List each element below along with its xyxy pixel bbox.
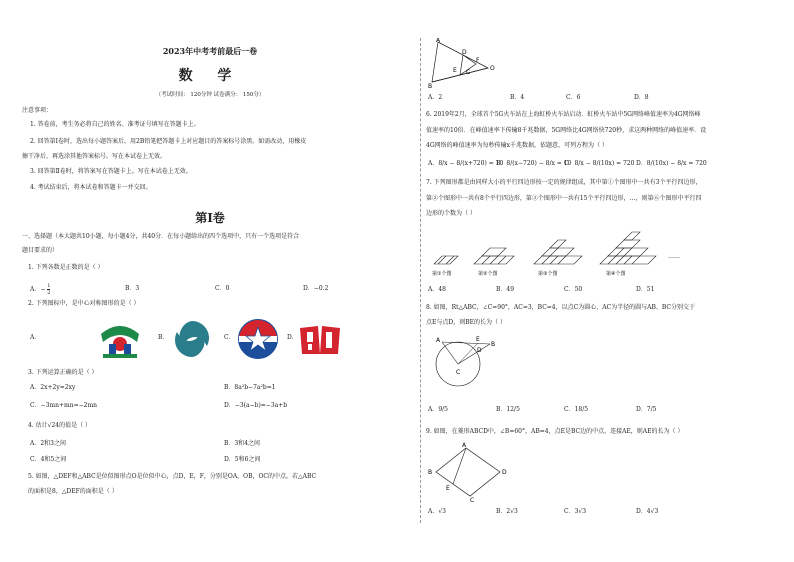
- q8-stem-line1: 8. 如图，Rt△ABC，∠C=90°，AC=3，BC=4，以点C为圆心，AC为半径的圆与AB、BC分别交于: [426, 304, 695, 311]
- note-1: 1. 答卷前，考生务必将自己的姓名、准考证号填写在答题卡上。: [30, 121, 200, 128]
- q5-option-d: D．8: [634, 94, 649, 101]
- q3-option-b: B．8a²b−7a²b=1: [224, 384, 276, 391]
- q7-option-d: D．51: [636, 286, 655, 293]
- q8-label-d: D: [477, 347, 482, 354]
- q9-label-b: B: [428, 469, 433, 476]
- q7-caption-4: 第④个图: [606, 271, 626, 277]
- q6-option-d: D．8/(10x) − 8/x = 720: [636, 160, 707, 167]
- q9-stem: 9. 如图，在菱形ABCD中，∠B=60°，AB=4，点E是BC边的中点，连接AE，则AE的长为（ ）: [426, 428, 684, 435]
- q3-option-d: D．−3(a−b)=−3a+b: [224, 402, 288, 409]
- q7-stem-line1: 7. 下列图形都是由同样大小的平行四边形按一定的规律组成，其中第①个图形中一共有3个平行四边形，: [426, 179, 702, 186]
- part1-heading-cont: 题目要求的）: [22, 247, 59, 254]
- note-4: 4. 考试结束后，将本试卷和答题卡一并交回。: [30, 184, 152, 191]
- q9-label-d: D: [502, 469, 507, 476]
- q9-label-a: A: [462, 442, 467, 449]
- exam-title: 2023年中考考前最后一卷: [162, 46, 258, 56]
- note-2-cont: 擦干净后，再选涂其他答案标号。写在本试卷上无效。: [22, 153, 167, 160]
- section-title: 第Ⅰ卷: [195, 211, 225, 225]
- q5-stem-line2: 的面积是8，△DEF的面积是（ ）: [28, 488, 118, 495]
- q8-figure: [430, 334, 500, 398]
- q1-option-c: C．0: [215, 285, 230, 292]
- q4-option-c: C．4和5之间: [30, 456, 67, 463]
- q5-option-b: B．4: [510, 94, 525, 101]
- q6-option-b: B．8/(x−720) − 8/x = 10: [496, 160, 572, 167]
- q1-option-b: B．3: [125, 285, 140, 292]
- q5-label-e: E: [453, 67, 457, 74]
- q2-icon-d: [298, 324, 342, 356]
- q7-stem-line2: 第②个图形中一共有8个平行四边形，第③个图形中一共有15个平行四边形，…，则第⑥个图形中平行四: [426, 195, 702, 202]
- note-3: 3. 回答第Ⅱ卷时，将答案写在答题卡上。写在本试卷上无效。: [30, 168, 192, 175]
- q7-option-c: C．50: [564, 286, 583, 293]
- q1-option-a: A．− $\frac{1}{2}$: [30, 283, 51, 296]
- q6-stem-line2: 值速率的10倍．在峰值速率下传输8千兆数据，5G网络比4G网络快720秒，求这两种网络的峰值速率．设: [426, 127, 707, 134]
- q5-option-c: C．6: [566, 94, 581, 101]
- q2-option-c: C．: [224, 334, 235, 341]
- q7-dots: ……: [668, 253, 680, 260]
- q1-option-d: D．−0.2: [303, 285, 329, 292]
- q7-caption-3: 第③个图: [538, 271, 558, 277]
- q5-label-a: A: [436, 38, 441, 44]
- q2-icon-b: [172, 318, 212, 360]
- q4-option-a: A．2和3之间: [30, 440, 66, 447]
- q5-label-f: F: [476, 57, 480, 64]
- q8-stem-line2: 点E与点D，则BE的长为（ ）: [426, 319, 506, 326]
- q8-label-e: E: [476, 336, 480, 343]
- exam-info: （考试时间： 120分钟 试卷满分： 150分）: [155, 92, 265, 98]
- q7-caption-2: 第②个图: [478, 271, 498, 277]
- q5-option-a: A．2: [428, 94, 443, 101]
- q2-stem: 2. 下列图标中，是中心对称图形的是（ ）: [28, 300, 140, 307]
- subject-title: 数 学: [178, 68, 242, 84]
- q7-caption-1: 第①个图: [432, 271, 452, 277]
- part1-heading: 一、选择题（本大题共10小题，每小题4分，共40分．在每小题给出的四个选项中，只有一个选项是符合: [22, 233, 300, 240]
- q8-label-b: B: [491, 341, 496, 348]
- q8-option-d: D．7/5: [636, 406, 657, 413]
- q3-stem: 3. 下列运算正确的是（ ）: [28, 369, 98, 376]
- q5-label-d: D: [462, 49, 467, 56]
- q5-stem-line1: 5. 如图，△DEF和△ABC是位似图形点O是位似中心，点D，E，F，分别是OA，OB，OC的中点，若△ABC: [28, 473, 317, 480]
- q5-label-c: C: [466, 69, 471, 76]
- q5-label-b: B: [428, 83, 433, 88]
- q4-stem: 4. 估计√24的值是（ ）: [28, 422, 91, 429]
- q7-option-b: B．49: [496, 286, 515, 293]
- q7-stem-line3: 边形的个数为（ ）: [426, 210, 476, 217]
- q2-option-b: B．: [158, 334, 169, 341]
- q9-figure: [426, 442, 516, 502]
- q8-label-c: C: [456, 369, 461, 376]
- q7-option-a: A．48: [428, 286, 446, 293]
- q9-label-c: C: [470, 497, 475, 502]
- column-divider: [420, 38, 421, 523]
- q7-figure: [428, 228, 708, 278]
- q6-option-c: C．8/x − 8/(10x) = 720: [564, 160, 635, 167]
- q2-option-d: D．: [287, 334, 298, 341]
- q4-option-b: B．3和4之间: [224, 440, 261, 447]
- q2-icon-c: [236, 318, 280, 360]
- q5-figure: [428, 38, 498, 88]
- q3-option-a: A．2x+2y=2xy: [30, 384, 76, 391]
- q6-stem-line1: 6. 2019年2月，全球首个5G火车站在上海虹桥火车站启动．虹桥火车站中5G网络峰值速率为4G网络峰: [426, 111, 701, 118]
- q3-option-c: C．−3mn+mn=−2mn: [30, 402, 97, 409]
- q2-icon-a: [97, 320, 143, 360]
- q8-label-a: A: [436, 337, 441, 344]
- q9-option-c: C．3√3: [564, 508, 587, 515]
- q9-option-d: D．4√3: [636, 508, 659, 515]
- q6-stem-line3: 4G网络的峰值速率为每秒传输x千兆数据，依题意，可列方程为（ ）: [426, 142, 608, 149]
- notes-heading: 注意事项：: [22, 107, 53, 114]
- q4-option-d: D．5和6之间: [224, 456, 261, 463]
- q8-option-c: C．18/5: [564, 406, 589, 413]
- q8-option-a: A．9/5: [428, 406, 448, 413]
- note-2: 2. 回答第Ⅰ卷时，选出每小题答案后，用2B铅笔把答题卡上对应题目的答案标号涂黑。如需改动，用橡皮: [30, 138, 307, 145]
- q1-stem: 1. 下列各数是正数的是（ ）: [28, 264, 104, 271]
- q9-option-b: B．2√3: [496, 508, 518, 515]
- q5-label-o: O: [490, 65, 495, 72]
- q9-label-e: E: [446, 485, 450, 492]
- q9-option-a: A．√3: [428, 508, 446, 515]
- q6-option-a: A．8/x − 8/(x+720) = 10: [428, 160, 504, 167]
- q8-option-b: B．12/5: [496, 406, 520, 413]
- q2-option-a: A．: [30, 334, 41, 341]
